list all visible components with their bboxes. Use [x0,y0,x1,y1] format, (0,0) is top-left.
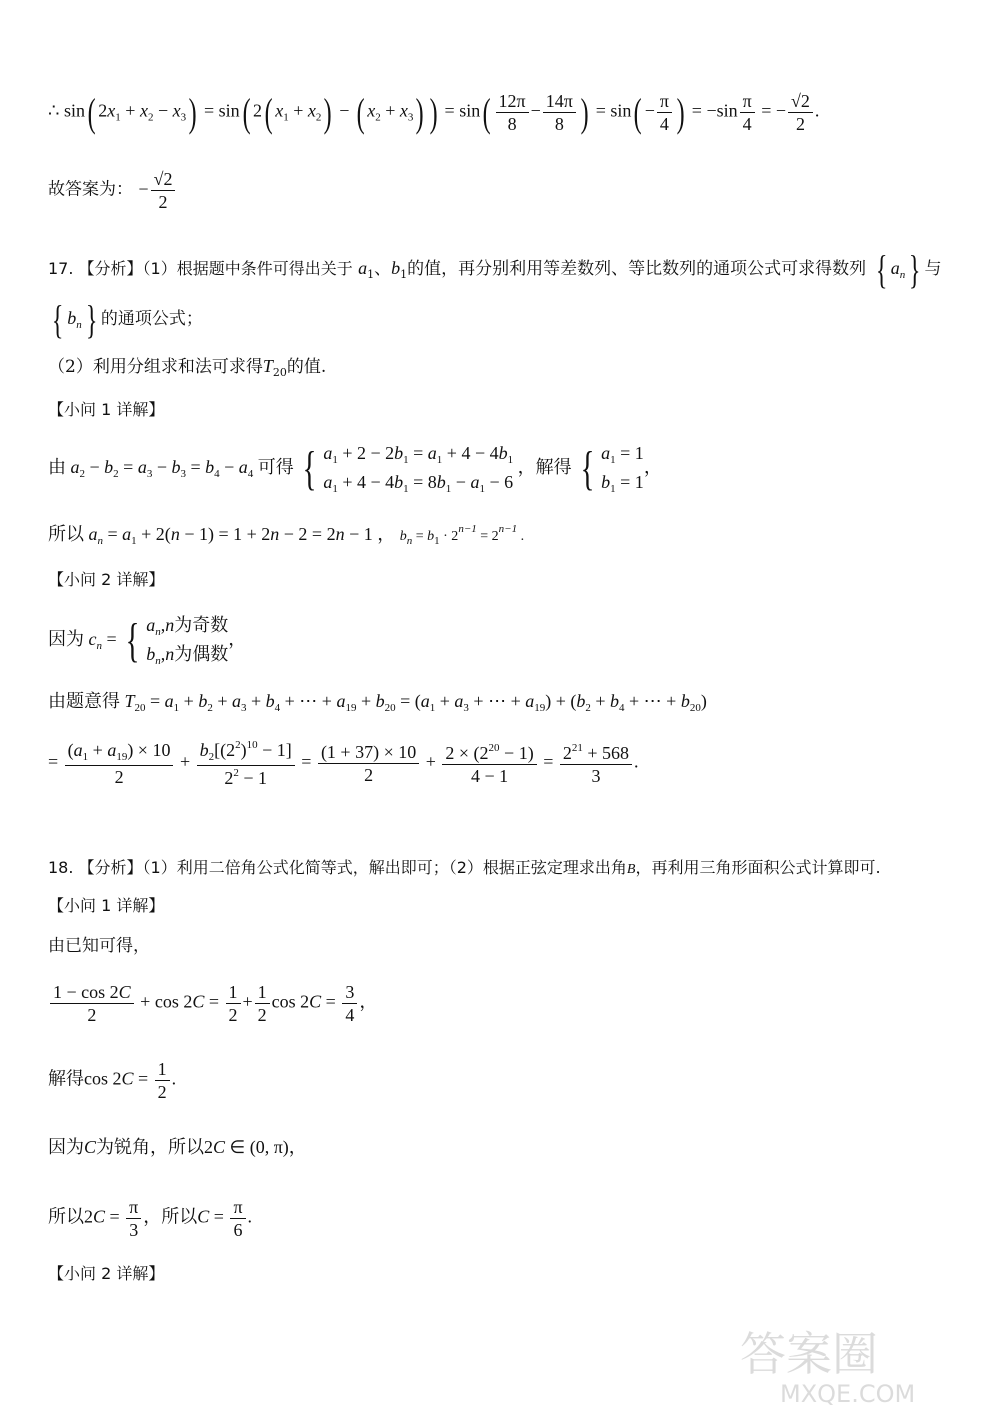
q18-text: 18. 【分析】（1）利用二倍角公式化简等式，解出即可；（2）根据正弦定理求出角 [48,858,627,877]
even-text: 为偶数 [174,643,229,664]
sub-heading-4: 【小问 2 详解】 [48,1264,165,1283]
q17-text-2: 的值，再分别利用等差数列、等比数列的通项公式可求得数列 [407,259,867,280]
watermark-top: 答案圈 [740,1327,878,1381]
c-value-line: 所以2C = $\frac{\pi}{3}$ ，所以C = $\frac{\pi}{6}$ . [48,1197,253,1240]
yinwei-text: 因为 [48,629,84,650]
q17-text-1: 17. 【分析】（1）根据题中条件可得出关于 [48,259,353,279]
suoyi3-text: 所以 [48,1206,84,1227]
cos-equation-line: $\frac{1 - \cos 2C}{2}$ + cos 2C = $\frac{1}{2}$ + $\frac{1}{2}$ cos 2C = $\frac{3}{4}$ ， [48,983,377,1024]
acute-angle-line: 因为C为锐角，所以2C ∈ (0, π)， [48,1137,307,1157]
ruijiao-text: 为锐角，所以 [96,1137,205,1157]
sub-heading-3: 【小问 1 详解】 [48,896,165,915]
suoyi-text: 所以 [48,524,84,544]
answer-label: 故答案为： [48,179,133,200]
sub-heading-1: 【小问 1 详解】 [48,400,165,419]
q17-text-3: 与 [924,259,942,280]
q17-part2-text: （2）利用分组求和法可求得 [48,357,263,377]
t20-sum-line: 由题意得 $T_{20} = a_1 + b_2 + a_3 + b_4$ + ⋯ + $a_{19} + b_{20} = (a_1 + a_3$ + ⋯ + $a_{19}) + (b_2 + b_4$ + ⋯ + $b_{20}$) [48,691,707,714]
q17-analysis-line2: { $b_n$} 的通项公式； [51,297,203,342]
q17-analysis: 17. 【分析】（1）根据题中条件可得出关于 $a_1$、$b_1$的值，再分别利用等差数列、等比数列的通项公式可求得数列 { $a_n$} 与 [48,247,942,292]
watermark-bottom: MXQE.COM [780,1380,916,1408]
q18-analysis: 18. 【分析】（1）利用二倍角公式化简等式，解出即可；（2）根据正弦定理求出角B，再利用三角形面积公式计算即可. [48,858,881,877]
cn-definition-line: 因为 $c_n$ = { $a_n,n$为奇数 $b_n,n$为偶数， [48,613,247,667]
cos-result-line: 解得cos 2C = $\frac{1}{2}$ . [48,1059,177,1102]
kede-text: 可得 [257,457,294,478]
q17-part2-tail: 的值. [286,357,327,377]
odd-text: 为奇数 [174,615,229,635]
q18-tail: ，再利用三角形面积公式计算即可. [635,858,881,877]
answer-line: 故答案为： − $\frac{√2}{2}$ [48,170,177,211]
you-text: 由 [48,457,66,478]
tiyi-text: 由题意得 [48,691,120,711]
t20-result-line: = $\frac{(a_1 + a_{19}) \times 10}{2}$ + $\frac{b_2[(2^2)^{10} - 1]}{2^2 - 1}$ = $\frac{(1 + 37) \times 10}{2}$ + $\frac{2 \times (2^{20} - 1)}{4 - 1}$ = $\frac{2^{21} + 568}{3}$ . [48,739,639,788]
q17-sep: 、 [374,259,392,280]
sub-heading-2: 【小问 2 详解】 [48,570,165,589]
yinwei2-text: 因为 [48,1137,84,1157]
suoyi4-text: ，所以 [143,1206,198,1227]
q17-part2: （2）利用分组求和法可求得$T_{20}$的值. [48,356,327,379]
q17-text-4: 的通项公式； [100,309,203,330]
jiede2-text: 解得 [48,1068,84,1089]
q17-general-term-line: 所以 $a_n = a_1 + 2(n - 1) = 1 + 2n - 2 = 2n - 1$ ， $b_n = b_1 \cdot 2^{n-1} = 2^{n-1}$ . [48,523,525,547]
equation-sin-line: ∴ sin( $2x_1 + x_2 - x_3) = \sin$( 2( $x_1 + x_2$) − ( $x_2 + x_3$) ) = sin( $\frac{12\pi}{8}$ − $\frac{14\pi}{8}$ ) = sin( − $\frac{\pi}{4}$ ) = −sin $\frac{\pi}{4}$ = − $\frac{√2}{2}$ . [48,89,820,135]
yizhi-line: 由已知可得， [48,936,150,956]
jiede-text: ，解得 [517,457,572,478]
watermark-logo [730,1318,960,1408]
q17-system-line: 由 $a_2 - b_2 = a_3 - b_3 = b_4 - a_4$ 可得 { $a_1 + 2 - 2b_1 = a_1 + 4 - 4b_1$ $a_1 + 4 - 4b_1 = 8b_1 - a_1 - 6$ ，解得 { $a_1 = 1$ $b_1 = 1$， [48,441,662,495]
